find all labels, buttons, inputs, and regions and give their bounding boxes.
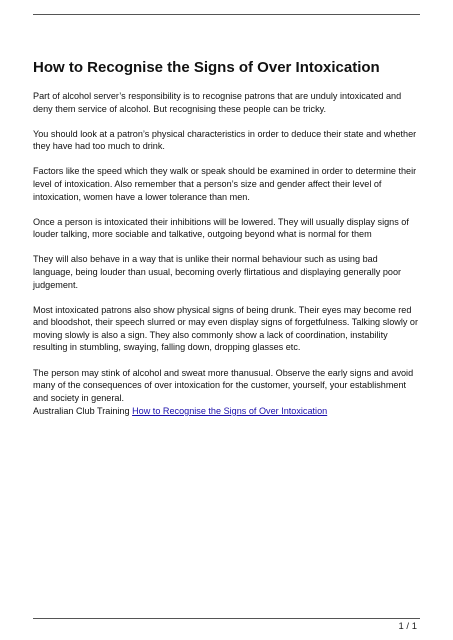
footer-rule <box>33 618 420 619</box>
article-link[interactable]: How to Recognise the Signs of Over Intoxication <box>132 406 328 416</box>
document-body <box>33 58 420 417</box>
paragraph-6: Most intoxicated patrons also show physical signs of being drunk. Their eyes may become red and bloodshot, their speech slurred or may even display signs of forgetfulness. Talking slowly or moving slowly is also a sign. They also commonly show a lack of coordination, instability resulting in stumbling, swaying, falling down, dropping glasses etc. <box>33 304 419 353</box>
source-attribution <box>33 405 327 418</box>
page-number: 1 / 1 <box>398 621 417 632</box>
header-rule <box>33 14 420 15</box>
paragraph-7: The person may stink of alcohol and sweat more thanusual. Observe the early signs and avoid many of the consequences of over intoxication for the customer, yourself, your establishment and society in general. <box>33 367 414 403</box>
paragraph-5: They will also behave in a way that is unlike their normal behaviour such as using bad language, being louder than usual, becoming overly flirtatious and displaying generally poor judgement. <box>33 254 402 290</box>
paragraph-1: Part of alcohol server’s responsibility is to recognise patrons that are unduly intoxicated and deny them service of alcohol. But recognising these people can be tricky. <box>33 91 402 114</box>
paragraph-3: Factors like the speed which they walk or speak should be examined in order to determine their level of intoxication. Also remember that a person’s size and gender affect their level of intoxication, women have a lower tolerance than men. <box>33 166 417 202</box>
source-text: Australian Club Training <box>33 406 133 416</box>
paragraph-4: Once a person is intoxicated their inhibitions will be lowered. They will usually display signs of louder talking, more sociable and talkative, outgoing beyond what is normal for them <box>33 216 409 240</box>
document-title: How to Recognise the Signs of Over Intoxication <box>33 59 380 76</box>
paragraph-2: You should look at a patron’s physical characteristics in order to deduce their state and whether they have had too much to drink. <box>33 128 417 152</box>
paragraph-list <box>33 90 420 404</box>
